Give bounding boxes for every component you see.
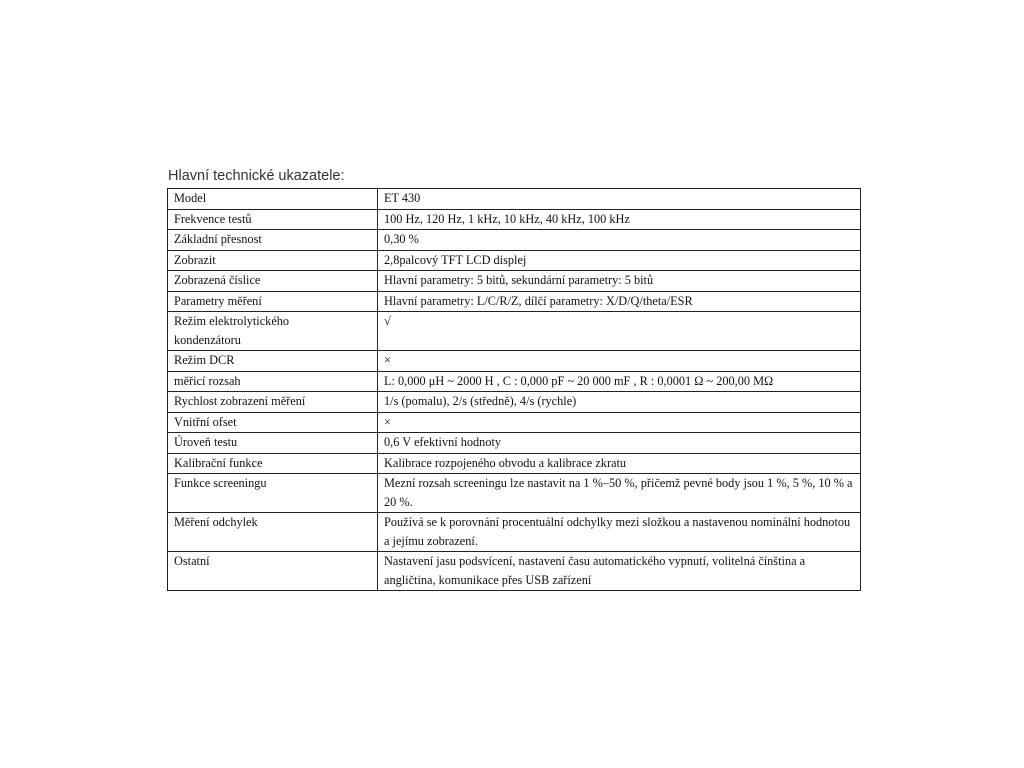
table-row <box>168 291 861 312</box>
spec-value: 100 Hz, 120 Hz, 1 kHz, 10 kHz, 40 kHz, 100 kHz <box>378 209 861 230</box>
spec-label: Parametry měření <box>168 291 378 312</box>
spec-label: Vnitřní ofset <box>168 412 378 433</box>
spec-label: Ostatní <box>168 552 378 591</box>
spec-value: 1/s (pomalu), 2/s (středně), 4/s (rychle) <box>378 392 861 413</box>
table-row <box>168 412 861 433</box>
spec-value: Používá se k porovnání procentuální odchylky mezi složkou a nastavenou nominální hodnotou a jejímu zobrazení. <box>378 513 861 552</box>
spec-label: Model <box>168 189 378 210</box>
spec-table <box>167 188 861 591</box>
spec-label: Kalibrační funkce <box>168 453 378 474</box>
table-row <box>168 453 861 474</box>
table-row <box>168 392 861 413</box>
spec-value: × <box>378 351 861 372</box>
table-row <box>168 230 861 251</box>
spec-value: Kalibrace rozpojeného obvodu a kalibrace zkratu <box>378 453 861 474</box>
spec-label: Režim elektrolytického kondenzátoru <box>168 312 378 351</box>
table-row <box>168 312 861 351</box>
spec-label: Zobrazená číslice <box>168 271 378 292</box>
spec-value: × <box>378 412 861 433</box>
spec-label: Režim DCR <box>168 351 378 372</box>
spec-value: ET 430 <box>378 189 861 210</box>
spec-label: Základní přesnost <box>168 230 378 251</box>
table-row <box>168 189 861 210</box>
table-row <box>168 513 861 552</box>
spec-label: měřicí rozsah <box>168 371 378 392</box>
table-row <box>168 433 861 454</box>
spec-value: 2,8palcový TFT LCD displej <box>378 250 861 271</box>
spec-value: 0,6 V efektivní hodnoty <box>378 433 861 454</box>
spec-value: Mezní rozsah screeningu lze nastavit na 1 %–50 %, přičemž pevné body jsou 1 %, 5 %, 10 % a 20 %. <box>378 474 861 513</box>
table-row <box>168 351 861 372</box>
spec-value: √ <box>378 312 861 351</box>
spec-label: Frekvence testů <box>168 209 378 230</box>
spec-value: Nastavení jasu podsvícení, nastavení času automatického vypnutí, volitelná čínština a angličtina, komunikace přes USB zařízení <box>378 552 861 591</box>
spec-label: Úroveň testu <box>168 433 378 454</box>
section-title: Hlavní technické ukazatele: <box>168 168 345 184</box>
spec-label: Zobrazit <box>168 250 378 271</box>
spec-label: Funkce screeningu <box>168 474 378 513</box>
spec-value: Hlavní parametry: L/C/R/Z, dílčí parametry: X/D/Q/theta/ESR <box>378 291 861 312</box>
table-row <box>168 209 861 230</box>
table-row <box>168 271 861 292</box>
spec-value: L: 0,000 μH ~ 2000 H , C : 0,000 pF ~ 20 000 mF , R : 0,0001 Ω ~ 200,00 MΩ <box>378 371 861 392</box>
spec-value: 0,30 % <box>378 230 861 251</box>
spec-label: Měření odchylek <box>168 513 378 552</box>
table-row <box>168 371 861 392</box>
spec-value: Hlavní parametry: 5 bitů, sekundární parametry: 5 bitů <box>378 271 861 292</box>
table-row <box>168 474 861 513</box>
table-row <box>168 552 861 591</box>
table-row <box>168 250 861 271</box>
spec-label: Rychlost zobrazení měření <box>168 392 378 413</box>
